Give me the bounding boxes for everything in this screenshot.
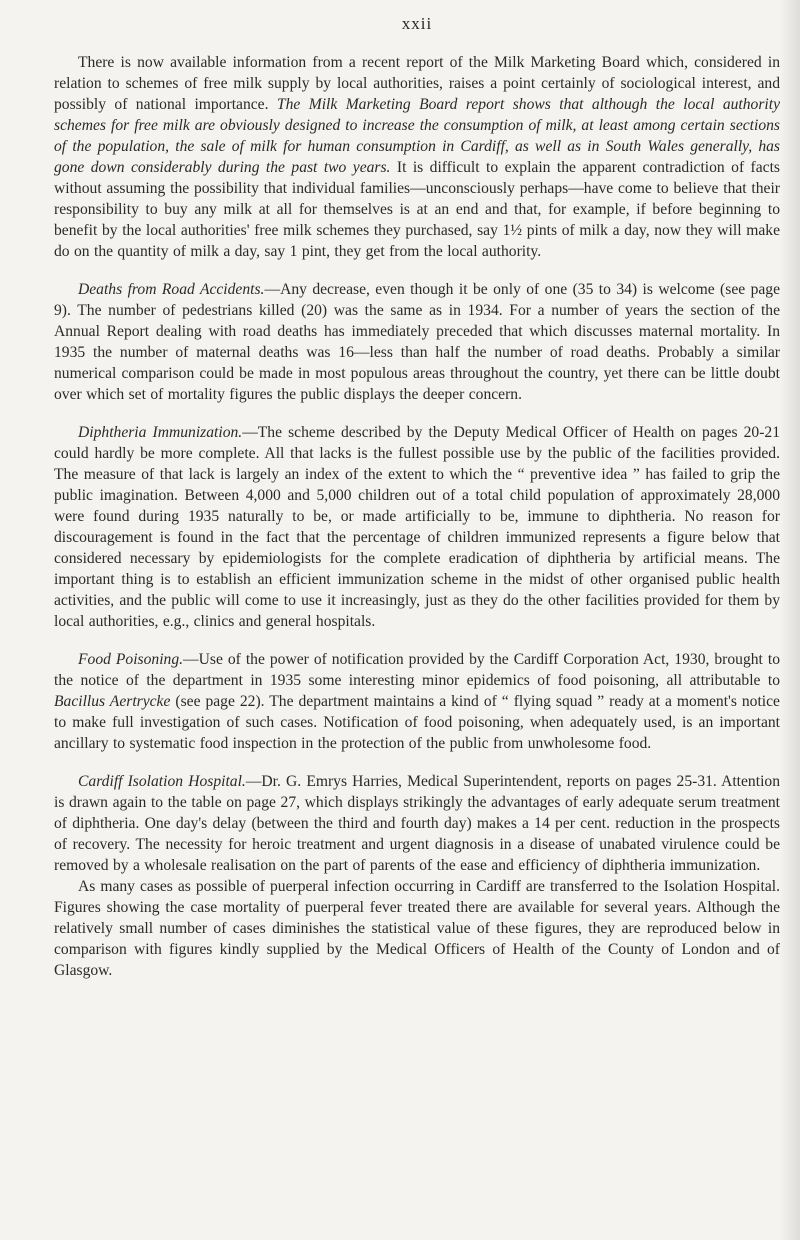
food-text-b: (see page 22). The department maintains a kind of “ flying squad ” ready at a moment's notice to make full investigation of such cases. Notification of food poisoning, when adequately used, is an important ancillary to systematic food inspection in the protection of the public from unwholesome food. xyxy=(54,693,780,752)
section-heading-road: Deaths from Road Accidents. xyxy=(78,281,265,298)
paragraph-isolation-hospital xyxy=(54,771,780,876)
paragraph-diphtheria xyxy=(54,422,780,632)
section-heading-food: Food Poisoning. xyxy=(78,651,184,668)
bacillus-name: Bacillus Aertrycke xyxy=(54,693,171,710)
paragraph-milk xyxy=(54,52,780,262)
paragraph-food-poisoning xyxy=(54,649,780,754)
road-text: —Any decrease, even though it be only of one (35 to 34) is welcome (see page 9). The number of pedestrians killed (20) was the same as in 1934. For a number of years the section of the Annual Report dealing with road deaths has immediately preceded that which discusses maternal mortality. In 1935 the number of maternal deaths was 16—less than half the number of road deaths. Probably a similar numerical comparison could be made in most populous areas throughout the country, yet there can be little doubt over which set of mortality figures the public displays the deeper concern. xyxy=(54,281,781,403)
section-heading-diphtheria: Diphtheria Immunization. xyxy=(78,424,243,441)
paragraph-puerperal: As many cases as possible of puerperal infection occurring in Cardiff are transferred to the Isolation Hospital. Figures showing the case mortality of puerperal fever treated there are available for several years. Although the relatively small number of cases diminishes the statistical value of these figures, they are reproduced below in comparison with figures kindly supplied by the Medical Officers of Health of the County of London and of Glasgow. xyxy=(54,878,780,979)
milk-text-a: There is now available information from a recent report of the Milk Marketing Board which, considered in relation to schemes of free milk supply by local authorities, raises a point certainly of sociological interest, and possibly of national importance. xyxy=(54,54,780,113)
food-text-a: —Use of the power of notification provided by the Cardiff Corporation Act, 1930, brought to the notice of the department in 1935 some interesting minor epidemics of food poisoning, all attributable to xyxy=(54,651,780,689)
page-edge-shadow xyxy=(780,0,800,1240)
milk-italic-text: The Milk Marketing Board report shows that although the local authority schemes for free milk are obviously designed to increase the consumption of milk, at least among certain sections of the population, the sale of milk for human consumption in Cardiff, as well as in South Wales generally, has gone down considerably during the past two years. xyxy=(54,96,780,176)
document-page xyxy=(54,0,780,981)
page-number: xxii xyxy=(401,14,433,33)
paragraph-road-accidents xyxy=(54,279,780,405)
section-heading-isolation: Cardiff Isolation Hospital. xyxy=(78,773,246,790)
milk-text-b: It is difficult to explain the apparent contradiction of facts without assuming the possibility that individual families—unconsciously perhaps—have come to believe that their responsibility to buy any milk at all for themselves is at an end and that, for example, if before beginning to benefit by the local authorities' free milk schemes they purchased, say 1½ pints of milk a day, now they will make do on the quantity of milk a day, say 1 pint, they get from the local authority. xyxy=(54,159,780,260)
isolation-text: —Dr. G. Emrys Harries, Medical Superintendent, reports on pages 25-31. Attention is drawn again to the table on page 27, which displays strikingly the advantages of early adequate serum treatment of diphtheria. One day's delay (between the third and fourth day) makes a 14 per cent. reduction in the prospects of recovery. The necessity for heroic treatment and urgent diagnosis in a disease of unabated virulence could be removed by a wholesale realisation on the part of parents of the ease and efficiency of diphtheria immunization. xyxy=(54,773,780,874)
diphtheria-text: —The scheme described by the Deputy Medical Officer of Health on pages 20-21 could hardly be more complete. All that lacks is the fullest possible use by the public of the facilities provided. The measure of that lack is largely an index of the extent to which the “ preventive idea ” has failed to grip the public imagination. Between 4,000 and 5,000 children out of a total child population of approximately 28,000 were found during 1935 naturally to be, or made artificially to be, immune to diphtheria. No reason for discouragement is found in the fact that the percentage of children immunized represents a figure below that considered necessary by epidemiologists for the complete eradication of diphtheria by artificial means. The important thing is to establish an efficient immunization scheme in the midst of other organised public health activities, and the public will come to use it increasingly, just as they do the other facilities provided for them by local authorities, e.g., clinics and general hospitals. xyxy=(54,424,780,630)
